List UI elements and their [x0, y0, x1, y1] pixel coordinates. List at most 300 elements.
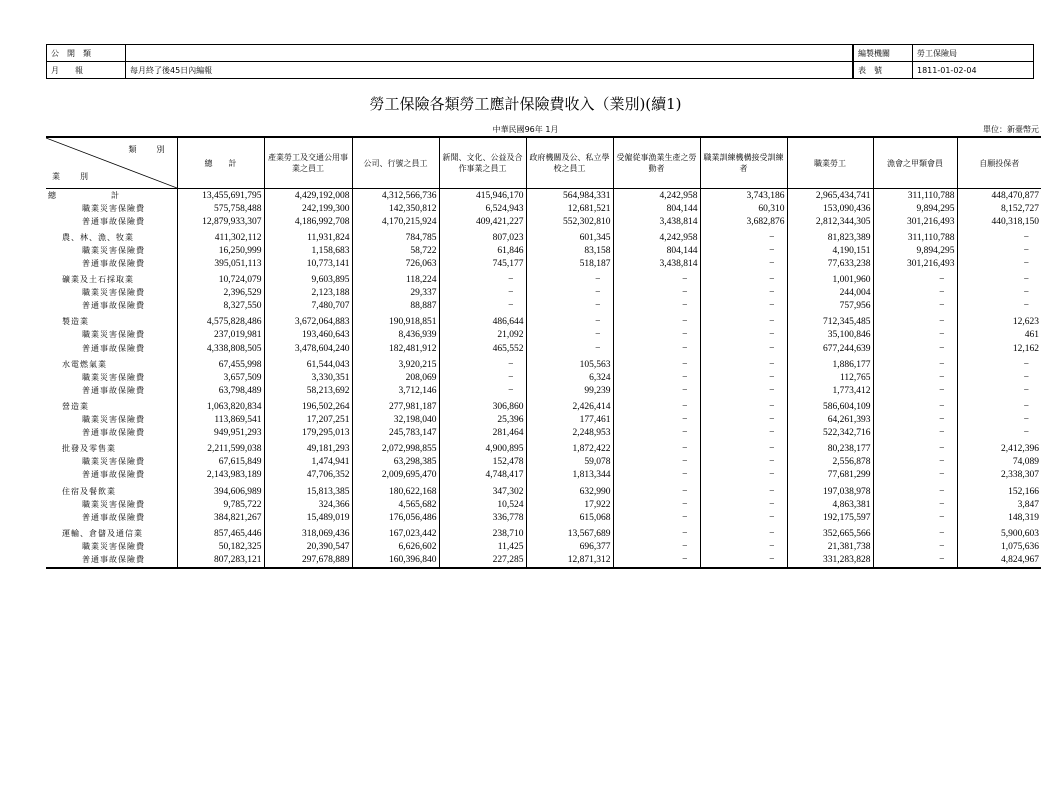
table-cell: −: [873, 498, 957, 511]
table-subrow: [46, 456, 1041, 469]
table-subrow: [46, 384, 1041, 397]
table-cell: −: [700, 511, 787, 524]
table-cell: 586,604,109: [787, 400, 873, 413]
table-number-label: 表 號: [854, 62, 913, 79]
row-label: 水電燃氣業: [62, 359, 107, 369]
row-label: 礦業及土石採取業: [62, 275, 134, 285]
table-cell: 3,438,814: [613, 215, 700, 228]
table-cell: 197,038,978: [787, 485, 873, 498]
row-label: 製造業: [62, 317, 89, 327]
table-cell: 67,615,849: [177, 456, 264, 469]
table-cell: 237,019,981: [177, 329, 264, 342]
table-row: [46, 443, 1041, 456]
table-cell: 324,366: [264, 498, 352, 511]
table-cell: 2,143,983,189: [177, 469, 264, 482]
table-row: [46, 231, 1041, 244]
row-label: 職業災害保險費: [82, 372, 145, 382]
table-cell: −: [957, 414, 1041, 427]
table-cell: 21,092: [439, 329, 526, 342]
table-cell: −: [873, 329, 957, 342]
table-cell: 3,672,064,883: [264, 316, 352, 329]
table-subrow: [46, 202, 1041, 215]
table-cell: −: [957, 427, 1041, 440]
table-cell: −: [700, 384, 787, 397]
row-label: 普通事故保險費: [82, 470, 145, 480]
table-cell: −: [613, 316, 700, 329]
table-cell: 3,330,351: [264, 371, 352, 384]
table-cell: 552,302,810: [526, 215, 613, 228]
col-header: 職業訓練機構接受訓練者: [700, 137, 787, 189]
table-cell: 67,455,998: [177, 358, 264, 371]
table-cell: 465,552: [439, 342, 526, 355]
table-cell: 6,524,943: [439, 202, 526, 215]
table-cell: −: [957, 300, 1041, 313]
table-cell: 11,931,824: [264, 231, 352, 244]
table-cell: 411,302,112: [177, 231, 264, 244]
table-cell: 244,004: [787, 287, 873, 300]
row-label: 營造業: [62, 401, 89, 411]
table-number: 1811-01-02-04: [913, 62, 1034, 79]
table-cell: 1,075,636: [957, 540, 1041, 553]
col-header: 職業勞工: [787, 137, 873, 189]
table-cell: 281,464: [439, 427, 526, 440]
table-cell: 2,412,396: [957, 443, 1041, 456]
table-cell: 784,785: [352, 231, 439, 244]
table-row: [46, 400, 1041, 413]
table-cell: 160,396,840: [352, 553, 439, 567]
table-cell: −: [700, 400, 787, 413]
table-cell: −: [957, 244, 1041, 257]
table-cell: −: [613, 400, 700, 413]
table-cell: 347,302: [439, 485, 526, 498]
table-cell: 179,295,013: [264, 427, 352, 440]
table-cell: 142,350,812: [352, 202, 439, 215]
table-cell: −: [613, 456, 700, 469]
table-cell: 64,261,393: [787, 414, 873, 427]
table-cell: 4,170,215,924: [352, 215, 439, 228]
table-cell: 632,990: [526, 485, 613, 498]
table-cell: 297,678,889: [264, 553, 352, 567]
table-cell: 80,238,177: [787, 443, 873, 456]
table-cell: 384,821,267: [177, 511, 264, 524]
table-cell: 6,626,602: [352, 540, 439, 553]
table-cell: 196,502,264: [264, 400, 352, 413]
table-cell: 77,633,238: [787, 257, 873, 270]
table-cell: 1,886,177: [787, 358, 873, 371]
table-cell: −: [700, 257, 787, 270]
table-cell: −: [613, 427, 700, 440]
row-label: 普通事故保險費: [46, 553, 177, 567]
table-cell: 1,773,412: [787, 384, 873, 397]
table-cell: 677,244,639: [787, 342, 873, 355]
table-cell: −: [613, 443, 700, 456]
compiling-agency-label: 編製機關: [854, 45, 913, 62]
table-cell: 311,110,788: [873, 189, 957, 203]
table-cell: 4,242,958: [613, 189, 700, 203]
table-cell: 807,283,121: [177, 553, 264, 567]
table-cell: 3,847: [957, 498, 1041, 511]
table-cell: 176,056,486: [352, 511, 439, 524]
table-cell: 9,603,895: [264, 274, 352, 287]
table-cell: 5,900,603: [957, 527, 1041, 540]
table-cell: −: [613, 469, 700, 482]
table-cell: −: [700, 485, 787, 498]
table-cell: −: [873, 384, 957, 397]
row-label: 職業災害保險費: [82, 541, 145, 551]
table-cell: 152,166: [957, 485, 1041, 498]
table-cell: −: [613, 498, 700, 511]
table-cell: 4,863,381: [787, 498, 873, 511]
table-cell: 12,681,521: [526, 202, 613, 215]
table-cell: 4,338,808,505: [177, 342, 264, 355]
table-cell: 12,162: [957, 342, 1041, 355]
table-cell: 415,946,170: [439, 189, 526, 203]
table-cell: 712,345,485: [787, 316, 873, 329]
table-cell: 12,871,312: [526, 553, 613, 567]
table-cell: −: [613, 329, 700, 342]
table-cell: −: [873, 427, 957, 440]
table-cell: 3,682,876: [700, 215, 787, 228]
table-cell: 4,190,151: [787, 244, 873, 257]
col-header: 總 計: [177, 137, 264, 189]
table-cell: 311,110,788: [873, 231, 957, 244]
table-cell: −: [700, 469, 787, 482]
table-subrow: [46, 329, 1041, 342]
table-cell: 59,078: [526, 456, 613, 469]
row-label: 批發及零售業: [62, 444, 116, 454]
table-cell: 1,813,344: [526, 469, 613, 482]
table-cell: 394,606,989: [177, 485, 264, 498]
header-info-right: [853, 44, 1034, 79]
table-total-row: [46, 189, 1041, 203]
row-label: 農、林、漁、牧業: [62, 232, 134, 242]
table-cell: 757,956: [787, 300, 873, 313]
table-cell: 17,922: [526, 498, 613, 511]
compiling-agency: 勞工保險局: [913, 45, 1034, 62]
table-cell: 15,489,019: [264, 511, 352, 524]
table-cell: 10,524: [439, 498, 526, 511]
table-cell: 152,478: [439, 456, 526, 469]
table-row: [46, 527, 1041, 540]
table-cell: −: [873, 443, 957, 456]
table-cell: 2,211,599,038: [177, 443, 264, 456]
corner-header: [46, 137, 177, 189]
table-subrow: [46, 511, 1041, 524]
table-cell: −: [700, 358, 787, 371]
table-cell: 4,565,682: [352, 498, 439, 511]
table-cell: 461: [957, 329, 1041, 342]
table-subrow: [46, 257, 1041, 270]
table-cell: −: [613, 300, 700, 313]
table-subrow: [46, 371, 1041, 384]
table-subrow: [46, 287, 1041, 300]
table-cell: 518,187: [526, 257, 613, 270]
table-cell: 4,429,192,008: [264, 189, 352, 203]
table-cell: 242,199,300: [264, 202, 352, 215]
table-cell: 15,813,385: [264, 485, 352, 498]
table-cell: 63,798,489: [177, 384, 264, 397]
row-label: 普通事故保險費: [82, 512, 145, 522]
table-subrow: [46, 540, 1041, 553]
table-cell: 1,872,422: [526, 443, 613, 456]
table-cell: 1,158,683: [264, 244, 352, 257]
table-cell: −: [700, 300, 787, 313]
table-cell: 2,072,998,855: [352, 443, 439, 456]
corner-industry-label: 業 別: [52, 172, 94, 181]
table-cell: 486,644: [439, 316, 526, 329]
table-body: [46, 189, 1041, 568]
row-label: 普通事故保險費: [82, 216, 145, 226]
table-cell: 61,544,043: [264, 358, 352, 371]
table-cell: −: [873, 469, 957, 482]
row-label: 總 計: [48, 190, 120, 200]
table-cell: −: [873, 287, 957, 300]
table-row: [46, 358, 1041, 371]
table-cell: 2,965,434,741: [787, 189, 873, 203]
table-cell: −: [873, 371, 957, 384]
table-cell: 99,239: [526, 384, 613, 397]
table-cell: 17,207,251: [264, 414, 352, 427]
table-cell: 63,298,385: [352, 456, 439, 469]
col-header: 公司、行號之員工: [352, 137, 439, 189]
table-cell: 2,812,344,305: [787, 215, 873, 228]
table-cell: 227,285: [439, 553, 526, 567]
table-cell: 25,396: [439, 414, 526, 427]
table-cell: −: [957, 400, 1041, 413]
publicity-class-label: 公 開 類: [47, 45, 126, 62]
table-cell: 153,090,436: [787, 202, 873, 215]
table-cell: 2,426,414: [526, 400, 613, 413]
table-cell: 2,338,307: [957, 469, 1041, 482]
table-cell: 3,478,604,240: [264, 342, 352, 355]
table-cell: 9,894,295: [873, 244, 957, 257]
table-cell: 804,144: [613, 244, 700, 257]
table-cell: 3,438,814: [613, 257, 700, 270]
table-cell: 177,461: [526, 414, 613, 427]
row-label: 普通事故保險費: [82, 301, 145, 311]
table-cell: −: [613, 527, 700, 540]
table-cell: −: [526, 329, 613, 342]
table-cell: 11,425: [439, 540, 526, 553]
table-cell: 83,158: [526, 244, 613, 257]
table-cell: −: [613, 485, 700, 498]
table-cell: 193,460,643: [264, 329, 352, 342]
table-cell: −: [439, 371, 526, 384]
table-cell: 112,765: [787, 371, 873, 384]
table-cell: 301,216,493: [873, 257, 957, 270]
table-cell: 949,951,293: [177, 427, 264, 440]
table-cell: 1,474,941: [264, 456, 352, 469]
header-info-left: [46, 44, 853, 79]
table-cell: −: [700, 443, 787, 456]
table-cell: 3,712,146: [352, 384, 439, 397]
table-cell: 336,778: [439, 511, 526, 524]
table-cell: −: [700, 414, 787, 427]
table-cell: −: [613, 540, 700, 553]
row-label: 住宿及餐飲業: [62, 486, 116, 496]
table-cell: 352,665,566: [787, 527, 873, 540]
table-cell: −: [873, 400, 957, 413]
table-cell: 208,069: [352, 371, 439, 384]
table-cell: 238,710: [439, 527, 526, 540]
table-cell: −: [613, 342, 700, 355]
table-cell: −: [873, 553, 957, 567]
table-cell: 12,623: [957, 316, 1041, 329]
currency-unit: 單位：新臺幣元: [983, 125, 1039, 134]
table-cell: 182,481,912: [352, 342, 439, 355]
table-cell: 522,342,716: [787, 427, 873, 440]
corner-category-label: 類 別: [128, 145, 171, 154]
table-cell: −: [873, 300, 957, 313]
table-cell: 4,748,417: [439, 469, 526, 482]
col-header: 漁會之甲類會員: [873, 137, 957, 189]
table-cell: 306,860: [439, 400, 526, 413]
table-cell: 58,213,692: [264, 384, 352, 397]
table-cell: −: [957, 231, 1041, 244]
table-cell: −: [700, 342, 787, 355]
table-cell: −: [873, 414, 957, 427]
table-row: [46, 316, 1041, 329]
table-cell: 564,984,331: [526, 189, 613, 203]
table-subrow: [46, 498, 1041, 511]
row-label: 普通事故保險費: [82, 428, 145, 438]
table-cell: −: [613, 371, 700, 384]
table-cell: −: [700, 553, 787, 567]
table-cell: 4,242,958: [613, 231, 700, 244]
row-label: 職業災害保險費: [82, 330, 145, 340]
table-cell: 804,144: [613, 202, 700, 215]
table-cell: 74,089: [957, 456, 1041, 469]
table-cell: −: [700, 540, 787, 553]
table-cell: 409,421,227: [439, 215, 526, 228]
table-cell: −: [873, 540, 957, 553]
table-cell: −: [613, 414, 700, 427]
table-cell: 118,224: [352, 274, 439, 287]
table-cell: −: [873, 527, 957, 540]
compile-deadline: 每月終了後45日內編報: [126, 62, 853, 79]
table-cell: −: [700, 287, 787, 300]
table-row: [46, 274, 1041, 287]
table-cell: 8,327,550: [177, 300, 264, 313]
table-cell: 32,198,040: [352, 414, 439, 427]
row-label: 運輸、倉儲及通信業: [62, 528, 143, 538]
table-cell: 4,186,992,708: [264, 215, 352, 228]
table-cell: −: [613, 511, 700, 524]
table-cell: 277,981,187: [352, 400, 439, 413]
table-cell: 10,724,079: [177, 274, 264, 287]
table-cell: −: [957, 287, 1041, 300]
table-cell: 301,216,493: [873, 215, 957, 228]
table-cell: −: [613, 287, 700, 300]
table-cell: 190,918,851: [352, 316, 439, 329]
table-cell: 2,123,188: [264, 287, 352, 300]
table-cell: 21,381,738: [787, 540, 873, 553]
table-cell: 88,887: [352, 300, 439, 313]
table-cell: 4,900,895: [439, 443, 526, 456]
table-cell: 8,436,939: [352, 329, 439, 342]
table-cell: −: [613, 274, 700, 287]
table-cell: −: [957, 384, 1041, 397]
table-cell: −: [526, 300, 613, 313]
table-subrow: [46, 427, 1041, 440]
table-cell: 6,324: [526, 371, 613, 384]
page-title: 勞工保險各類勞工應計保險費收入（業別)(續1): [369, 95, 682, 113]
table-subrow: [46, 244, 1041, 257]
table-cell: −: [613, 553, 700, 567]
table-cell: −: [700, 371, 787, 384]
insurance-premium-table: [46, 136, 1041, 569]
table-cell: 2,248,953: [526, 427, 613, 440]
column-header-row: [46, 137, 1041, 189]
table-cell: 13,455,691,795: [177, 189, 264, 203]
table-cell: −: [526, 274, 613, 287]
table-cell: 4,312,566,736: [352, 189, 439, 203]
table-cell: 3,743,186: [700, 189, 787, 203]
row-label: 職業災害保險費: [82, 499, 145, 509]
table-cell: 745,177: [439, 257, 526, 270]
row-label: 職業災害保險費: [82, 457, 145, 467]
col-header: 自願投保者: [957, 137, 1041, 189]
table-cell: 1,001,960: [787, 274, 873, 287]
table-cell: 9,894,295: [873, 202, 957, 215]
table-cell: −: [700, 456, 787, 469]
table-cell: −: [873, 274, 957, 287]
table-cell: −: [873, 485, 957, 498]
table-cell: −: [700, 231, 787, 244]
table-cell: 440,318,150: [957, 215, 1041, 228]
table-cell: 1,063,820,834: [177, 400, 264, 413]
table-cell: −: [700, 329, 787, 342]
table-cell: 2,556,878: [787, 456, 873, 469]
table-subrow: [46, 300, 1041, 313]
report-date: 中華民國96年 1月: [492, 125, 559, 134]
table-cell: 9,785,722: [177, 498, 264, 511]
report-frequency-label: 月 報: [47, 62, 126, 79]
row-label: 職業災害保險費: [82, 288, 145, 298]
table-cell: 60,310: [700, 202, 787, 215]
table-cell: 10,773,141: [264, 257, 352, 270]
table-cell: 318,069,436: [264, 527, 352, 540]
table-cell: 148,319: [957, 511, 1041, 524]
table-cell: −: [613, 358, 700, 371]
table-cell: −: [439, 287, 526, 300]
row-label: 職業災害保險費: [82, 203, 145, 213]
table-cell: 12,879,933,307: [177, 215, 264, 228]
table-cell: −: [700, 244, 787, 257]
table-cell: −: [700, 498, 787, 511]
table-cell: −: [957, 358, 1041, 371]
table-cell: −: [439, 384, 526, 397]
row-label: 普通事故保險費: [82, 343, 145, 353]
table-cell: 4,575,828,486: [177, 316, 264, 329]
table-cell: −: [613, 384, 700, 397]
table-cell: 192,175,597: [787, 511, 873, 524]
table-cell: −: [439, 300, 526, 313]
table-cell: 331,283,828: [787, 553, 873, 567]
table-cell: −: [873, 316, 957, 329]
row-label: 普通事故保險費: [82, 259, 145, 269]
table-cell: 601,345: [526, 231, 613, 244]
table-cell: 575,758,488: [177, 202, 264, 215]
table-cell: −: [873, 511, 957, 524]
table-subrow: [46, 215, 1041, 228]
table-cell: −: [957, 371, 1041, 384]
table-cell: 4,824,967: [957, 553, 1041, 567]
table-cell: 615,068: [526, 511, 613, 524]
table-cell: 167,023,442: [352, 527, 439, 540]
table-cell: 8,152,727: [957, 202, 1041, 215]
table-subrow: [46, 553, 1041, 567]
